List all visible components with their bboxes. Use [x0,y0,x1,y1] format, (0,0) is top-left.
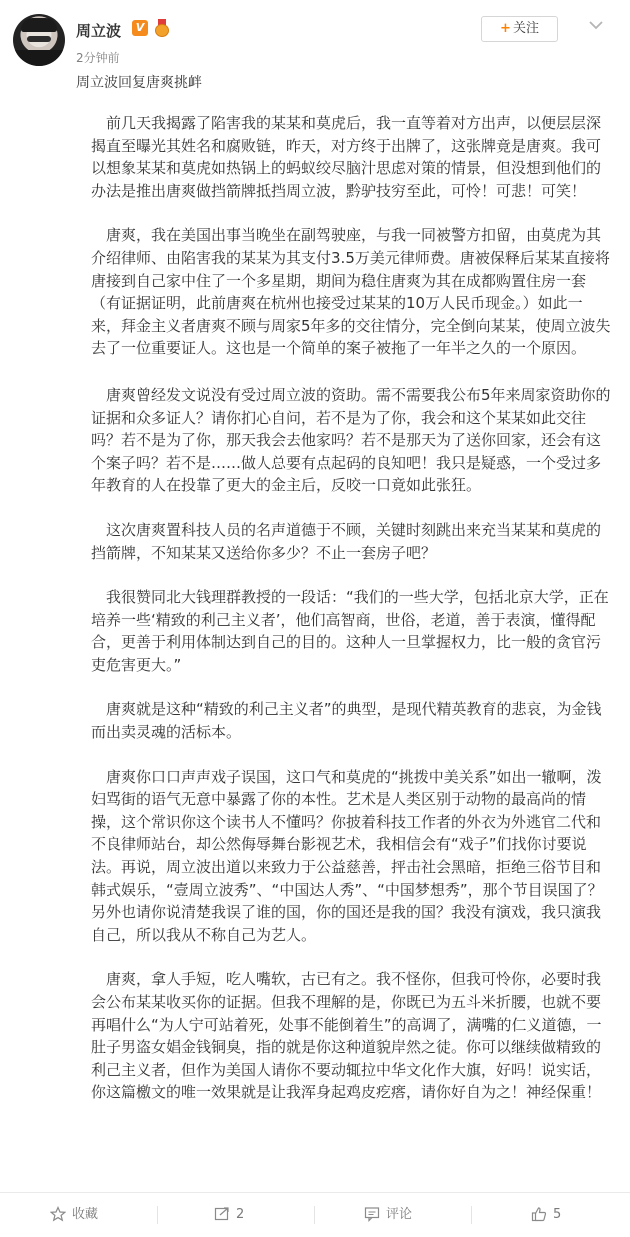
verified-icon: V [132,20,148,36]
repost-button[interactable] [214,1193,244,1237]
post-header [0,0,630,72]
username[interactable]: 周立波 [76,22,122,40]
post-headline: 周立波回复唐爽挑衅 [76,75,202,91]
chevron-down-icon[interactable] [586,15,606,35]
star-icon [50,1206,66,1222]
post-actions [0,1192,630,1237]
plus-icon: + [500,21,511,36]
post-timestamp[interactable]: 2分钟前 [76,51,120,65]
repost-count: 2 [236,1207,245,1222]
paragraph-1: 前几天我揭露了陷害我的某某和莫虎后，我一直等着对方出声，以便层层深揭直至曝光其姓名和腐败链，昨天，对方终于出牌了，这张牌竟是唐爽。我可以想象某某和莫虎如热锅上的蚂蚁绞尽脑汁思虑对策的情景，但没想到他们的办法是推出唐爽做挡箭牌抵挡周立波，黔驴技穷至此，可怜！可悲！可笑！ [91,114,602,200]
medal-icon [154,19,170,37]
paragraph-6: 唐爽就是这种“精致的利己主义者”的典型，是现代精英教育的悲哀，为金钱而出卖灵魂的活标本。 [91,700,602,742]
comment-icon [364,1206,380,1222]
comment-label: 评论 [386,1207,413,1222]
favorite-button[interactable] [50,1193,98,1237]
favorite-label: 收藏 [72,1207,99,1222]
thumbs-up-icon [531,1206,547,1222]
follow-label: 关注 [512,21,539,36]
paragraph-2: 唐爽，我在美国出事当晚坐在副驾驶座，与我一同被警方扣留，由莫虎为其介绍律师、由陷害我的某某为其支付3.5万美元律师费。唐被保释后某某直接将唐接到自己家中住了一个多星期，期间为稳住唐爽为其在成都购置住房一套（有证据证明，此前唐爽在杭州也接受过某某的10万人民币现金。）如此一来，拜金主义者唐爽不顾与周家5年多的交往情分，完全倒向某某，使周立波失去了一位重要证人。这也是一个简单的案子被拖了一年半之久的一个原因。 [91,226,611,358]
follow-button[interactable] [481,16,558,42]
paragraph-7: 唐爽你口口声声戏子误国，这口气和莫虎的“挑拨中美关系”如出一辙啊，泼妇骂街的语气无意中暴露了你的本性。艺术是人类区别于动物的最高尚的情操，这个常识你这个读书人不懂吗？你披着科技工作者的外衣为外逃官二代和不良律师站台，却公然侮辱舞台影视艺术，我相信会有“戏子”们找你讨要说法。再说，周立波出道以来致力于公益慈善，抨击社会黑暗，拒绝三俗节目和韩式娱乐，“壹周立波秀”、“中国达人秀”、“中国梦想秀”，那个节目误国了？另外也请你说清楚我误了谁的国，你的国还是我的国？我没有演戏，我只演我自己，所以我从不称自己为艺人。 [91,767,603,944]
avatar[interactable] [13,14,65,66]
like-count: 5 [553,1207,562,1222]
paragraph-3: 唐爽曾经发文说没有受过周立波的资助。需不需要我公布5年来周家资助你的证据和众多证人？请你扪心自问，若不是为了你，我会和这个某某如此交往吗？若不是为了你，那天我会去他家吗？若不是那天为了送你回家，还会有这个案子吗？若不是……做人总要有点起码的良知吧！我只是疑惑，一个受过多年教育的人在投靠了更大的金主后，反咬一口竟如此张狂。 [91,385,611,495]
paragraph-8: 唐爽，拿人手短，吃人嘴软，古已有之。我不怪你，但我可怜你，必要时我会公布某某收买你的证据。但我不理解的是，你既已为五斗米折腰，也就不要再唱什么“为人宁可站着死，处事不能倒着生”的高调了，满嘴的仁义道德，一肚子男盗女娼金钱铜臭，指的就是你这种道貌岸然之徒。你可以继续做精致的利己主义者，但作为美国人请你不要动辄拉中华文化作大旗，好吗！说实话，你这篇檄文的唯一效果就是让我浑身起鸡皮疙瘩，请你好自为之！神经保重！ [91,970,602,1102]
like-button[interactable] [531,1193,561,1237]
repost-icon [214,1206,230,1222]
comment-button[interactable] [364,1193,412,1237]
paragraph-4: 这次唐爽置科技人员的名声道德于不顾，关键时刻跳出来充当某某和莫虎的挡箭牌，不知某某又送给你多少？不止一套房子吧？ [91,520,602,562]
post-body [91,112,611,1192]
paragraph-5: 我很赞同北大钱理群教授的一段话：“我们的一些大学，包括北京大学，正在培养一些‘精致的利己主义者’，他们高智商，世俗，老道，善于表演，懂得配合，更善于利用体制达到自己的目的。这种人一旦掌握权力，比一般的贪官污吏危害更大。” [91,588,609,674]
